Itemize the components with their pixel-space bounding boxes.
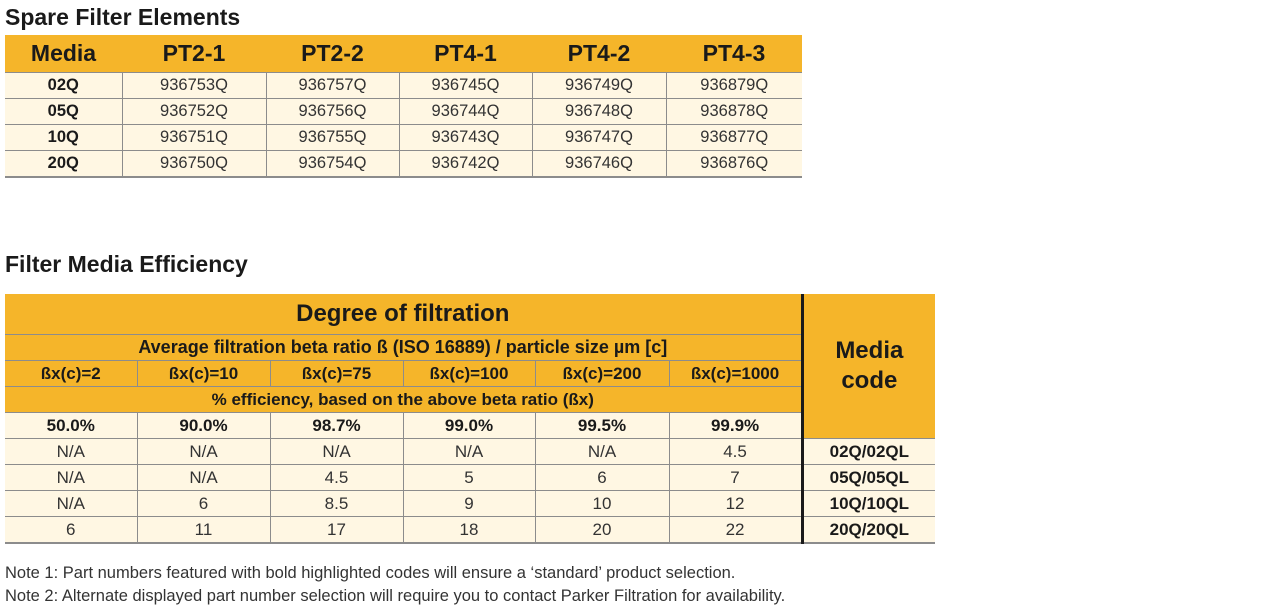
part-number-cell: 936745Q (399, 73, 532, 99)
part-number-cell: 936747Q (532, 125, 666, 151)
particle-size-cell: N/A (5, 465, 137, 491)
particle-size-cell: 10 (535, 491, 669, 517)
spare-filter-elements-heading: Spare Filter Elements (5, 4, 241, 30)
media-cell: 02Q (5, 73, 122, 99)
column-header-media: Media (5, 35, 122, 73)
media-code-cell: 05Q/05QL (802, 465, 935, 491)
column-header-pt2-1: PT2-1 (122, 35, 266, 73)
particle-size-cell: 7 (669, 465, 802, 491)
media-cell: 05Q (5, 99, 122, 125)
table-row (5, 99, 802, 125)
table-row (5, 73, 802, 99)
table-row (5, 151, 802, 178)
beta-ratio-cell: ßx(c)=1000 (669, 361, 802, 387)
efficiency-value-cell: 99.9% (669, 413, 802, 439)
media-code-header (802, 294, 935, 439)
media-code-cell: 10Q/10QL (802, 491, 935, 517)
part-number-cell: 936744Q (399, 99, 532, 125)
part-number-cell: 936756Q (266, 99, 399, 125)
particle-size-cell: N/A (535, 439, 669, 465)
particle-size-cell: 9 (403, 491, 535, 517)
particle-size-cell: 6 (5, 517, 137, 544)
filter-media-efficiency-table (5, 294, 935, 544)
particle-size-cell: N/A (5, 491, 137, 517)
particle-size-cell: N/A (137, 465, 270, 491)
particle-size-cell: 18 (403, 517, 535, 544)
part-number-cell: 936752Q (122, 99, 266, 125)
spare-filter-elements-table (5, 35, 802, 178)
particle-size-cell: 11 (137, 517, 270, 544)
degree-of-filtration-row (5, 294, 935, 335)
table-row (5, 465, 935, 491)
note-1: Note 1: Part numbers featured with bold highlighted codes will ensure a ‘standard’ product selection. (5, 564, 736, 582)
media-code-header-line-1: Media (835, 337, 904, 364)
part-number-cell: 936749Q (532, 73, 666, 99)
part-number-cell: 936748Q (532, 99, 666, 125)
particle-size-cell: 22 (669, 517, 802, 544)
particle-size-cell: 8.5 (270, 491, 403, 517)
beta-ratio-row (5, 361, 935, 387)
part-number-cell: 936743Q (399, 125, 532, 151)
efficiency-value-cell: 99.5% (535, 413, 669, 439)
part-number-cell: 936754Q (266, 151, 399, 178)
average-beta-ratio-row (5, 335, 935, 361)
part-number-cell: 936750Q (122, 151, 266, 178)
particle-size-cell: 4.5 (669, 439, 802, 465)
average-beta-ratio-label: Average filtration beta ratio ß (ISO 16889) / particle size µm [c] (5, 335, 802, 361)
degree-of-filtration-title: Degree of filtration (5, 294, 802, 335)
efficiency-label: % efficiency, based on the above beta ratio (ßx) (5, 387, 802, 413)
particle-size-cell: 12 (669, 491, 802, 517)
particle-size-cell: 4.5 (270, 465, 403, 491)
part-number-cell: 936753Q (122, 73, 266, 99)
beta-ratio-cell: ßx(c)=200 (535, 361, 669, 387)
particle-size-cell: N/A (5, 439, 137, 465)
filter-media-efficiency-heading: Filter Media Efficiency (5, 251, 248, 277)
particle-size-cell: N/A (403, 439, 535, 465)
part-number-cell: 936879Q (666, 73, 802, 99)
part-number-cell: 936876Q (666, 151, 802, 178)
particle-size-cell: 6 (535, 465, 669, 491)
efficiency-value-cell: 98.7% (270, 413, 403, 439)
part-number-cell: 936755Q (266, 125, 399, 151)
efficiency-label-row (5, 387, 935, 413)
beta-ratio-cell: ßx(c)=2 (5, 361, 137, 387)
beta-ratio-cell: ßx(c)=10 (137, 361, 270, 387)
part-number-cell: 936746Q (532, 151, 666, 178)
media-code-header-line-2: code (841, 367, 898, 394)
particle-size-cell: 20 (535, 517, 669, 544)
efficiency-values-row (5, 413, 935, 439)
media-code-cell: 20Q/20QL (802, 517, 935, 544)
table-row (5, 491, 935, 517)
part-number-cell: 936877Q (666, 125, 802, 151)
table-row (5, 517, 935, 544)
particle-size-cell: 5 (403, 465, 535, 491)
beta-ratio-cell: ßx(c)=100 (403, 361, 535, 387)
part-number-cell: 936751Q (122, 125, 266, 151)
efficiency-value-cell: 50.0% (5, 413, 137, 439)
particle-size-cell: 6 (137, 491, 270, 517)
beta-ratio-cell: ßx(c)=75 (270, 361, 403, 387)
spare-table-header-row (5, 35, 802, 73)
media-cell: 10Q (5, 125, 122, 151)
efficiency-value-cell: 99.0% (403, 413, 535, 439)
table-row (5, 439, 935, 465)
media-cell: 20Q (5, 151, 122, 178)
media-code-cell: 02Q/02QL (802, 439, 935, 465)
part-number-cell: 936878Q (666, 99, 802, 125)
column-header-pt4-2: PT4-2 (532, 35, 666, 73)
column-header-pt4-3: PT4-3 (666, 35, 802, 73)
part-number-cell: 936742Q (399, 151, 532, 178)
part-number-cell: 936757Q (266, 73, 399, 99)
column-header-pt2-2: PT2-2 (266, 35, 399, 73)
column-header-pt4-1: PT4-1 (399, 35, 532, 73)
note-2: Note 2: Alternate displayed part number selection will require you to contact Parker Filtration for availability. (5, 587, 786, 605)
efficiency-value-cell: 90.0% (137, 413, 270, 439)
particle-size-cell: N/A (137, 439, 270, 465)
particle-size-cell: 17 (270, 517, 403, 544)
table-row (5, 125, 802, 151)
particle-size-cell: N/A (270, 439, 403, 465)
